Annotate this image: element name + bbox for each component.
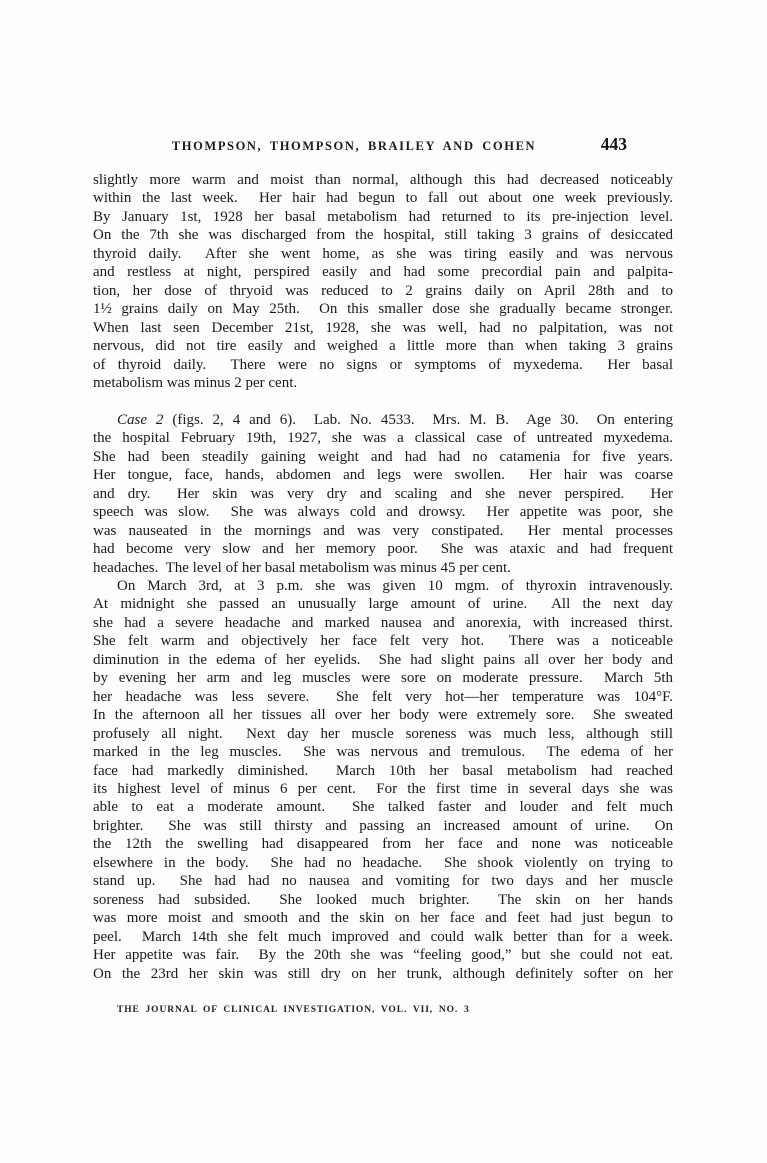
- text-line: face had markedly diminished. March 10th her basal metabolism had reached: [93, 762, 673, 779]
- paragraph-case2-description: [93, 411, 673, 577]
- case2-lead-text: (figs. 2, 4 and 6). Lab. No. 4533. Mrs. M. B. Age 30. On entering: [163, 411, 673, 428]
- text-line: able to eat a moderate amount. She talked faster and louder and felt much: [93, 799, 673, 816]
- text-line: stand up. She had had no nausea and vomiting for two days and her muscle: [93, 873, 673, 890]
- text-line: was more moist and smooth and the skin on her face and feet had just begun to: [93, 910, 673, 927]
- text-line: On March 3rd, at 3 p.m. she was given 10 mgm. of thyroxin intravenously.: [117, 578, 673, 595]
- text-line: metabolism was minus 2 per cent.: [93, 374, 298, 391]
- text-line: its highest level of minus 6 per cent. For the first time in several days she was: [93, 781, 673, 797]
- text-line: headaches. The level of her basal metabolism was minus 45 per cent.: [93, 559, 511, 576]
- page-number: 443: [600, 134, 627, 154]
- text-line: In the afternoon all her tissues all over her body were extremely sore. She sweated: [93, 707, 673, 724]
- text-line: On the 23rd her skin was still dry on her trunk, although definitely softer on her: [93, 965, 673, 982]
- text-line: At midnight she passed an unusually large amount of urine. All the next day: [93, 596, 673, 613]
- text-line: the 12th the swelling had disappeared from her face and none was noticeable: [93, 836, 673, 853]
- text-line: and restless at night, perspired easily and had some precordial pain and palpita-: [93, 264, 673, 281]
- text-line: slightly more warm and moist than normal, although this had decreased noticeably: [93, 172, 673, 188]
- paragraph-case2-treatment: [93, 577, 673, 983]
- text-line: of thyroid daily. There were no signs or symptoms of myxedema. Her basal: [93, 356, 673, 373]
- text-line: Her tongue, face, hands, abdomen and legs were swollen. Her hair was coarse: [93, 467, 673, 484]
- text-line: brighter. She was still thirsty and passing an increased amount of urine. On: [93, 817, 673, 834]
- body-text: [93, 171, 673, 983]
- text-line: nervous, did not tire easily and weighed a little more than when taking 3 grains: [93, 338, 673, 355]
- text-line: peel. March 14th she felt much improved and could walk better than for a week.: [93, 928, 673, 945]
- page-header: [93, 134, 673, 161]
- text-line: tion, her dose of thryoid was reduced to 2 grains daily on April 28th and to: [93, 282, 673, 299]
- text-line: by evening her arm and leg muscles were sore on moderate pressure. March 5th: [93, 670, 673, 687]
- text-line: profusely all night. Next day her muscle soreness was much less, although still: [93, 725, 673, 742]
- text-line: elsewhere in the body. She had no headache. She shook violently on trying to: [93, 854, 673, 871]
- text-line: within the last week. Her hair had begun to fall out about one week previously.: [93, 190, 673, 207]
- text-line: the hospital February 19th, 1927, she was a classical case of untreated myxedema.: [93, 430, 673, 447]
- continuation-paragraph-case1: [93, 171, 673, 392]
- text-line: She had been steadily gaining weight and had had no catamenia for five years.: [93, 448, 673, 465]
- text-line: her headache was less severe. She felt very hot—her temperature was 104°F.: [93, 688, 673, 705]
- text-line: she had a severe headache and marked nausea and anorexia, with increased thirst.: [93, 614, 673, 631]
- text-line: speech was slow. She was always cold and drowsy. Her appetite was poor, she: [93, 504, 673, 521]
- case2-label: Case 2: [117, 411, 164, 428]
- text-line: When last seen December 21st, 1928, she was well, had no palpitation, was not: [93, 319, 673, 336]
- text-line: On the 7th she was discharged from the hospital, still taking 3 grains of desiccated: [93, 227, 673, 244]
- text-line: thyroid daily. After she went home, as she was tiring easily and was nervous: [93, 245, 673, 262]
- text-line: marked in the leg muscles. She was nervous and tremulous. The edema of her: [93, 744, 673, 761]
- text-line: She felt warm and objectively her face felt very hot. There was a noticeable: [93, 633, 673, 650]
- text-line: By January 1st, 1928 her basal metabolism had returned to its pre-injection level.: [93, 208, 673, 225]
- text-line: had become very slow and her memory poor. She was ataxic and had frequent: [93, 541, 673, 558]
- text-line: was nauseated in the mornings and was very constipated. Her mental processes: [93, 522, 673, 539]
- text-line: [93, 411, 673, 429]
- text-line: diminution in the edema of her eyelids. She had slight pains all over her body and: [93, 651, 673, 668]
- text-line: 1½ grains daily on May 25th. On this smaller dose she gradually became stronger.: [93, 301, 673, 318]
- text-line: soreness had subsided. She looked much brighter. The skin on her hands: [93, 891, 673, 908]
- text-line: and dry. Her skin was very dry and scaling and she never perspired. Her: [93, 485, 673, 502]
- journal-footer: THE JOURNAL OF CLINICAL INVESTIGATION, VOL. VII, NO. 3: [117, 1005, 470, 1015]
- running-head: THOMPSON, THOMPSON, BRAILEY AND COHEN: [171, 139, 537, 153]
- text-line: Her appetite was fair. By the 20th she was “feeling good,” but she could not eat.: [93, 947, 673, 964]
